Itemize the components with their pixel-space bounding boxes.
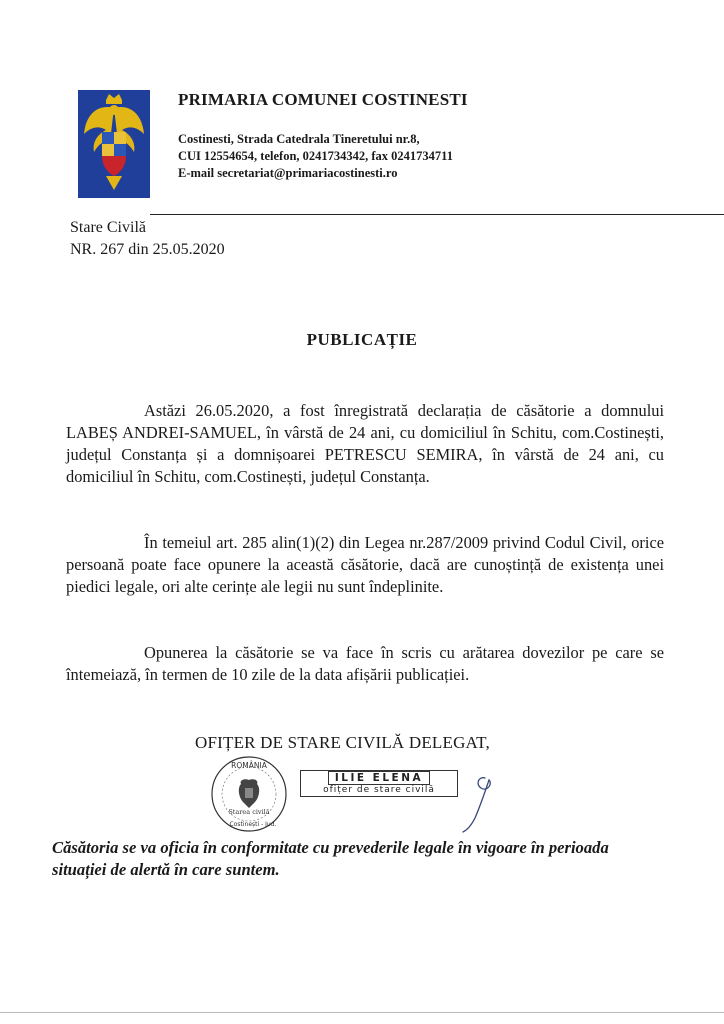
- paragraph-text: Opunerea la căsătorie se va face în scris cu arătarea dovezilor pe care se întemeiază, în termen de 10 zile de la data afișării publicației.: [66, 643, 664, 684]
- official-seal-icon: [205, 754, 293, 834]
- seal-top-text: ROMÂNIA: [231, 761, 267, 770]
- reference-number: NR. 267 din 25.05.2020: [70, 241, 225, 258]
- institution-contact: CUI 12554654, telefon, 0241734342, fax 0241734711: [178, 149, 453, 163]
- handwritten-signature: [455, 770, 505, 840]
- name-stamp: [300, 770, 458, 797]
- seal-middle-text: Starea civilă: [228, 808, 270, 816]
- stamp-role: ofițer de stare civilă: [323, 785, 435, 795]
- seal-bottom-text: Costinești - Jud.: [229, 821, 277, 828]
- signer-title: OFIȚER DE STARE CIVILĂ DELEGAT,: [195, 733, 490, 752]
- closing-note: Căsătoria se va oficia în conformitate cu prevederile legale în vigoare în perioada situației de alertă în care suntem.: [52, 838, 609, 879]
- paragraph-opposition: [66, 642, 664, 686]
- header-divider: [150, 214, 724, 215]
- paragraph-text: În temeiul art. 285 alin(1)(2) din Legea nr.287/2009 privind Codul Civil, orice persoană poate face opunere la această căsătorie, dacă are cunoștință de existența unei piedici legale, ori alte cerințe ale legii nu sunt îndeplinite.: [66, 533, 664, 596]
- paragraph-legal-basis: [66, 532, 664, 598]
- page-bottom-edge: [0, 1012, 724, 1013]
- paragraph-text: Astăzi 26.05.2020, a fost înregistrată declarația de căsătorie a domnului LABEȘ ANDREI-SAMUEL, în vârstă de 24 ani, cu domiciliul în Schitu, com.Costinești, județul Constanța și a domnișoarei PETRESCU SEMIRA, în vârstă de 24 ani, cu domiciliul în Schitu, com.Costinești, județul Constanța.: [66, 401, 664, 486]
- institution-title: PRIMARIA COMUNEI COSTINESTI: [178, 90, 468, 109]
- document-title: PUBLICAȚIE: [306, 330, 418, 349]
- stamp-name-row: [301, 772, 457, 784]
- institution-email: E-mail secretariat@primariacostinesti.ro: [178, 166, 398, 180]
- department-label: Stare Civilă: [70, 219, 146, 236]
- stamp-name: ILIE ELENA: [328, 771, 430, 785]
- romania-coat-of-arms-icon: [78, 90, 150, 198]
- institution-address: Costinesti, Strada Catedrala Tineretului nr.8,: [178, 132, 420, 146]
- paragraph-declaration: [66, 400, 664, 488]
